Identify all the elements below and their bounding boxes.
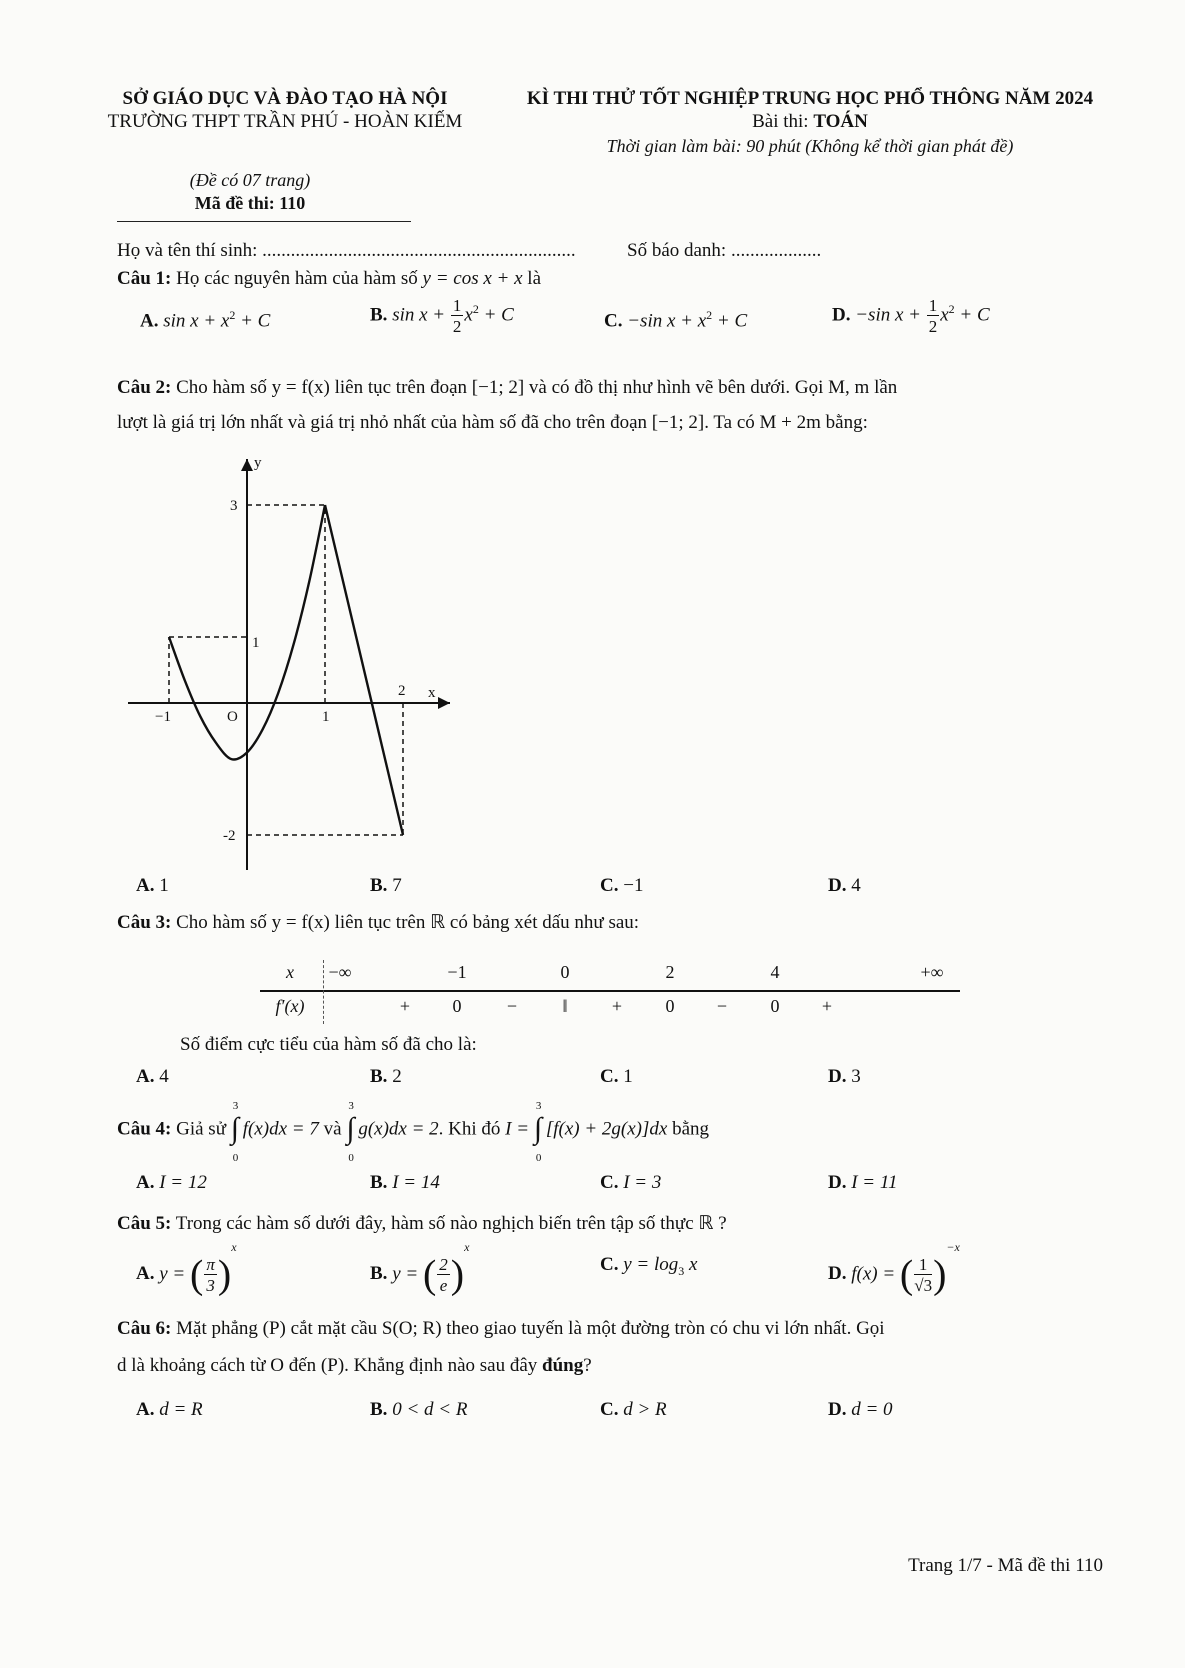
q6-option-a[interactable] — [136, 1399, 203, 1421]
integral-upper: 3 — [348, 1100, 354, 1112]
option-letter: C. — [604, 310, 623, 332]
q4-option-a[interactable] — [136, 1172, 207, 1194]
option-lhs: y = — [392, 1263, 423, 1285]
x-header: x — [286, 962, 294, 982]
origin-label: O — [227, 709, 238, 725]
fraction — [914, 1256, 932, 1294]
q1-option-c[interactable] — [604, 308, 747, 332]
question-text-line1: Mặt phẳng (P) cắt mặt cầu S(O; R) theo giao tuyến là một đường tròn có chu vi lớn nhất. Gọi — [171, 1318, 885, 1339]
function-graph — [120, 455, 460, 875]
q2-option-c[interactable] — [600, 875, 643, 897]
question-expr: y = cos x + x — [422, 268, 523, 289]
option-expr-tail: + C — [478, 304, 514, 326]
question-text: Cho hàm số y = f(x) liên tục trên ℝ có bảng xét dấu như sau: — [171, 912, 640, 933]
option-expr: −sin x + — [855, 304, 926, 326]
q1-option-d[interactable] — [832, 297, 990, 335]
option-value: 1 — [159, 875, 169, 896]
integral-upper: 3 — [232, 1100, 239, 1112]
connector: và — [318, 1118, 347, 1140]
question-label: Câu 6: — [117, 1318, 172, 1339]
connector: . Khi đó — [438, 1118, 506, 1140]
fprime-header: f′(x) — [275, 996, 305, 1016]
fraction-num: 2 — [439, 1254, 448, 1274]
x-tick-label: 1 — [322, 709, 330, 725]
question-5 — [117, 1212, 727, 1235]
option-exp: 2 — [229, 308, 236, 322]
option-value: d = R — [159, 1399, 203, 1420]
q3-option-a[interactable] — [136, 1066, 169, 1088]
question-text: Trong các hàm số dưới đây, hàm số nào nghịch biến trên tập số thực ℝ ? — [171, 1213, 727, 1234]
curve-line — [325, 505, 403, 835]
option-exp: −x — [946, 1240, 960, 1254]
q4-option-d[interactable] — [828, 1172, 897, 1194]
subject-line — [480, 111, 1140, 133]
option-letter: B. — [370, 875, 388, 896]
q5-option-a[interactable]: A. y = ( $\frac{\pi}{3}$ )$^x$ — [136, 1240, 237, 1297]
y-tick-label: -2 — [223, 828, 236, 844]
option-expr: y = log — [623, 1254, 679, 1275]
option-sub: 3 — [678, 1263, 685, 1278]
option-letter: C. — [600, 1254, 619, 1275]
question-text: Họ các nguyên hàm của hàm số — [171, 268, 423, 289]
q3-option-c[interactable] — [600, 1066, 633, 1088]
subject-name: TOÁN — [813, 111, 868, 132]
option-letter: B. — [370, 304, 388, 326]
header-divider — [117, 221, 411, 222]
subject-label: Bài thi: — [752, 111, 814, 132]
option-var: x — [940, 304, 949, 326]
option-letter: A. — [140, 310, 159, 332]
fraction-den: e — [439, 1275, 448, 1295]
question-label: Câu 5: — [117, 1213, 172, 1234]
fraction — [927, 297, 940, 335]
option-letter: C. — [600, 1066, 619, 1087]
question-text-line2: d là khoảng cách từ O đến (P). Khẳng định nào sau đây — [117, 1355, 543, 1376]
question-2-line2: lượt là giá trị lớn nhất và giá trị nhỏ nhất của hàm số đã cho trên đoạn [−1; 2]. Ta có M + 2m bằng: — [117, 412, 868, 433]
option-lhs: y = — [159, 1263, 190, 1285]
q3-option-b[interactable] — [370, 1066, 402, 1088]
q6-option-b[interactable] — [370, 1399, 467, 1421]
department-name: SỞ GIÁO DỤC VÀ ĐÀO TẠO HÀ NỘI — [122, 88, 448, 109]
option-exp: x — [231, 1240, 237, 1254]
fraction-den: √3 — [914, 1275, 933, 1295]
x-value: 2 — [665, 962, 675, 982]
option-letter: D. — [828, 1172, 847, 1193]
school-name: TRƯỜNG THPT TRẦN PHÚ - HOÀN KIẾM — [107, 111, 463, 132]
candidate-id-field[interactable]: Số báo danh: ................... — [627, 240, 822, 261]
fraction-num: 1 — [928, 296, 938, 315]
question-6-line2 — [117, 1355, 592, 1377]
question-text: Giả sử — [171, 1118, 231, 1140]
option-exp: 2 — [472, 302, 479, 317]
option-value: 0 < d < R — [392, 1399, 468, 1420]
option-letter: A. — [136, 1263, 155, 1284]
option-exp: 2 — [706, 308, 713, 322]
fraction — [437, 1256, 450, 1294]
question-label: Câu 2: — [117, 377, 172, 398]
y-tick-label: 1 — [252, 635, 260, 651]
option-letter: B. — [370, 1399, 388, 1420]
q4-option-c[interactable] — [600, 1172, 661, 1194]
integral-1: f(x)dx = 7 — [242, 1118, 319, 1140]
question-label: Câu 4: — [117, 1118, 172, 1140]
q1-option-b[interactable] — [370, 297, 514, 335]
option-expr-tail: + C — [954, 304, 990, 326]
question-4 — [117, 1100, 709, 1164]
q3-option-d[interactable] — [828, 1066, 861, 1088]
fraction-den: 3 — [206, 1275, 215, 1295]
sign: ‖ — [562, 996, 568, 1016]
question-1 — [117, 268, 541, 290]
option-value: d = 0 — [851, 1399, 893, 1420]
question-3-prompt: Số điểm cực tiểu của hàm số đã cho là: — [180, 1034, 477, 1055]
integral-sign: 3 ∫ 0 — [533, 1100, 543, 1164]
q1-option-a[interactable] — [140, 308, 270, 332]
option-value: −1 — [623, 875, 644, 896]
y-tick-label: 3 — [230, 498, 238, 514]
option-value: 7 — [392, 875, 402, 896]
option-value: I = 14 — [392, 1172, 440, 1193]
option-value: I = 11 — [851, 1172, 898, 1193]
x-value: −∞ — [328, 962, 352, 982]
option-exp: 2 — [948, 302, 955, 317]
option-letter: A. — [136, 1399, 155, 1420]
table-divider — [260, 990, 960, 992]
integral-3: [f(x) + 2g(x)]dx — [545, 1118, 668, 1140]
table-column-divider — [323, 960, 324, 1024]
option-letter: C. — [600, 1399, 619, 1420]
question-label: Câu 3: — [117, 912, 172, 933]
q6-option-d[interactable] — [828, 1399, 893, 1421]
question-3 — [117, 911, 639, 934]
x-value: +∞ — [920, 962, 944, 982]
question-2 — [117, 377, 897, 399]
option-letter: C. — [600, 875, 619, 896]
q5-option-b[interactable]: B. y = ( $\frac{2}{e}$ )$^x$ — [370, 1240, 470, 1297]
integral-sign: 3 ∫ 0 — [346, 1100, 355, 1164]
option-exp: x — [464, 1240, 470, 1254]
q6-option-c[interactable] — [600, 1399, 667, 1421]
fraction-num: 1 — [452, 296, 462, 315]
option-value: 4 — [159, 1066, 169, 1087]
question-text-line1: Cho hàm số y = f(x) liên tục trên đoạn [−1; 2] và có đồ thị như hình vẽ bên dưới. Gọi M, m lần — [171, 377, 898, 398]
sign: 0 — [665, 996, 675, 1016]
option-letter: D. — [828, 875, 847, 896]
page-footer: Trang 1/7 - Mã đề thi 110 — [908, 1555, 1103, 1576]
fraction-den: 2 — [928, 317, 938, 336]
integral-lhs: I = — [505, 1118, 534, 1140]
question-label: Câu 1: — [117, 268, 172, 289]
x-value: −1 — [447, 962, 467, 982]
option-value: d > R — [623, 1399, 667, 1420]
sign: 0 — [452, 996, 462, 1016]
option-value: 1 — [623, 1066, 633, 1087]
option-expr-tail: + C — [712, 310, 748, 332]
fraction — [204, 1256, 217, 1294]
option-letter: A. — [136, 1066, 155, 1087]
option-letter: B. — [370, 1066, 388, 1087]
option-var: x — [464, 304, 473, 326]
option-letter: A. — [136, 1172, 155, 1193]
q5-option-c[interactable] — [600, 1254, 697, 1279]
q2-option-d[interactable] — [828, 875, 861, 897]
q5-option-d[interactable]: D. f(x) = ( $\frac{1}{√3}$ )$^{-x}$ — [828, 1240, 960, 1297]
question-tail: bằng — [667, 1118, 709, 1140]
emphasis: đúng — [542, 1355, 584, 1376]
option-value: 2 — [392, 1066, 402, 1087]
option-letter: C. — [600, 1172, 619, 1193]
option-tail: x — [684, 1254, 698, 1275]
question-tail: ? — [583, 1355, 592, 1376]
sign: 0 — [770, 996, 780, 1016]
option-letter: D. — [828, 1066, 847, 1087]
sign-table — [260, 960, 960, 1024]
integral-lower: 0 — [232, 1152, 239, 1164]
sign: − — [716, 996, 728, 1016]
option-letter: D. — [828, 1399, 847, 1420]
option-lhs: f(x) = — [851, 1263, 900, 1285]
q2-option-b[interactable] — [370, 875, 402, 897]
option-value: I = 3 — [623, 1172, 662, 1193]
question-6 — [117, 1318, 885, 1340]
option-value: I = 12 — [159, 1172, 207, 1193]
sign: + — [821, 996, 833, 1016]
integral-upper: 3 — [535, 1100, 542, 1112]
candidate-name-field[interactable]: Họ và tên thí sinh: .................................................................. — [117, 240, 576, 261]
option-letter: B. — [370, 1172, 388, 1193]
pages-note: (Đề có 07 trang) — [189, 170, 311, 190]
fraction-den: 2 — [452, 317, 462, 336]
option-value: 4 — [851, 875, 861, 896]
option-letter: D. — [832, 304, 851, 326]
fraction — [451, 297, 464, 335]
sign: − — [506, 996, 518, 1016]
option-letter: B. — [370, 1263, 388, 1284]
option-expr: sin x + x — [163, 310, 230, 332]
option-expr-tail: + C — [235, 310, 271, 332]
option-value: 3 — [851, 1066, 861, 1087]
x-value: 0 — [560, 962, 570, 982]
time-note: Thời gian làm bài: 90 phút (Không kể thời gian phát đề) — [606, 136, 1014, 156]
option-expr: −sin x + x — [627, 310, 707, 332]
option-letter: A. — [136, 875, 155, 896]
exam-code: Mã đề thi: 110 — [194, 193, 306, 213]
q2-option-a[interactable] — [136, 875, 169, 897]
sign: + — [399, 996, 411, 1016]
integral-lower: 0 — [535, 1152, 542, 1164]
x-axis-label: x — [428, 685, 436, 701]
x-value: 4 — [770, 962, 780, 982]
sign: + — [611, 996, 623, 1016]
integral-2: g(x)dx = 2 — [358, 1118, 439, 1140]
fraction-num: π — [206, 1254, 215, 1274]
integral-sign: 3 ∫ 0 — [230, 1100, 239, 1164]
y-axis-label: y — [254, 455, 262, 471]
fraction-num: 1 — [914, 1256, 932, 1275]
x-tick-label: −1 — [155, 709, 171, 725]
option-letter: D. — [828, 1263, 847, 1284]
x-tick-label: 2 — [398, 683, 406, 699]
question-tail: là — [522, 268, 542, 289]
exam-title: KÌ THI THỬ TỐT NGHIỆP TRUNG HỌC PHỔ THÔNG NĂM 2024 — [526, 88, 1094, 109]
integral-lower: 0 — [348, 1152, 354, 1164]
option-expr: sin x + — [392, 304, 450, 326]
q4-option-b[interactable] — [370, 1172, 440, 1194]
